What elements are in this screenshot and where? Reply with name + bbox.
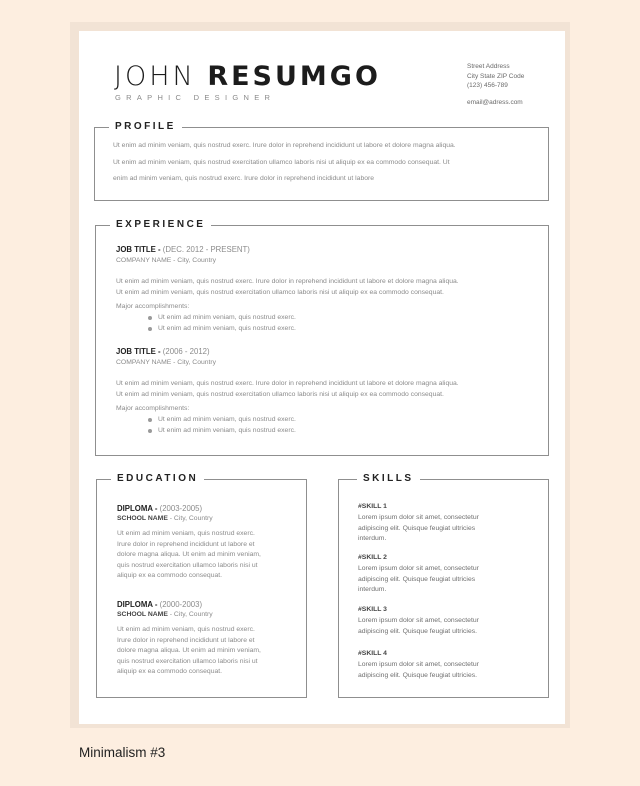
job-dates: (2006 - 2012): [162, 347, 210, 356]
diploma-dates: (2000-2003): [159, 600, 203, 609]
diploma-description-line: dolore magna aliqua. Ut enim ad minim veniam,: [117, 647, 261, 654]
skill-description-line: adipiscing elit. Quisque feugiat ultricies: [358, 575, 476, 583]
school-name: [117, 611, 213, 618]
resume-name: [114, 61, 381, 92]
job-title: [116, 347, 210, 356]
skill-description: [358, 513, 479, 545]
profile-line: enim ad minim veniam, quis nostrud exerc. Irure dolor in reprehend incididunt ut labore: [113, 175, 375, 182]
skill-description-line: Lorem ipsum dolor sit amet, consectetur: [358, 514, 479, 521]
list-item: [148, 324, 296, 335]
accomplishments-list: [148, 415, 296, 436]
diploma-description-line: Ut enim ad minim veniam, quis nostrud exerc.: [117, 626, 255, 633]
job-description-line: Ut enim ad minim veniam, quis nostrud exerc. Irure dolor in reprehend incididunt ut labore et dolore magna aliqua.: [116, 380, 459, 387]
skill-description-line: interdum.: [358, 535, 387, 542]
skill-description: [358, 616, 479, 637]
skill-name: #SKILL 3: [358, 606, 387, 613]
experience-section: [95, 219, 549, 456]
job-dates: (DEC. 2012 - PRESENT): [162, 245, 250, 254]
bullet-icon: [148, 316, 152, 320]
skill-description-line: Lorem ipsum dolor sit amet, consectetur: [358, 565, 479, 572]
job-company: COMPANY NAME - City, Country: [116, 359, 217, 366]
skill-description-line: Lorem ipsum dolor sit amet, consectetur: [358, 617, 479, 624]
accomplishments-label: Major accomplishments:: [116, 405, 190, 412]
diploma-label: DIPLOMA -: [117, 600, 160, 609]
diploma-description-line: aliquip ex ea commodo consequat.: [117, 668, 223, 675]
list-item: [148, 426, 296, 437]
bullet-icon: [148, 418, 152, 422]
school-location: - City, Country: [167, 515, 213, 522]
skill-name: #SKILL 2: [358, 554, 387, 561]
education-heading: EDUCATION: [111, 473, 204, 485]
accomplishments-list: [148, 313, 296, 334]
job-title-label: JOB TITLE -: [116, 347, 163, 356]
skill-description-line: interdum.: [358, 586, 387, 593]
diploma-description-line: Irure dolor in reprehend incididunt ut labore et: [117, 540, 255, 548]
last-name: RESUMGO: [207, 61, 381, 92]
diploma-description-line: aliquip ex ea commodo consequat.: [117, 572, 223, 579]
contact-city: City State ZIP Code: [467, 72, 525, 80]
diploma-title: [117, 600, 202, 609]
skill-description-line: adipiscing elit. Quisque feugiat ultricies.: [358, 671, 478, 679]
skill-description-line: adipiscing elit. Quisque feugiat ultricies: [358, 524, 476, 532]
list-item: [148, 313, 296, 324]
profile-line: Ut enim ad minim veniam, quis nostrud exerc. Irure dolor in reprehend incididunt ut labore et dolore magna aliqua.: [113, 142, 456, 149]
diploma-label: DIPLOMA -: [117, 504, 160, 513]
contact-block: [467, 62, 524, 107]
bullet-text: Ut enim ad minim veniam, quis nostrud exerc.: [158, 324, 296, 332]
diploma-dates: (2003-2005): [159, 504, 203, 513]
school-label: SCHOOL NAME: [117, 515, 168, 522]
skill-description-line: adipiscing elit. Quisque feugiat ultricies.: [358, 627, 478, 635]
skill-name: #SKILL 1: [358, 503, 387, 510]
job-description: [116, 379, 534, 400]
job-role: GRAPHIC DESIGNER: [115, 93, 276, 102]
skill-description-line: Lorem ipsum dolor sit amet, consectetur: [358, 661, 479, 668]
school-label: SCHOOL NAME: [117, 611, 168, 618]
skills-heading: SKILLS: [357, 473, 420, 485]
bullet-text: Ut enim ad minim veniam, quis nostrud exerc.: [158, 416, 296, 423]
diploma-description-line: dolore magna aliqua. Ut enim ad minim veniam,: [117, 551, 261, 558]
bullet-icon: [148, 327, 152, 331]
skills-section: [338, 473, 549, 698]
diploma-description: [117, 529, 297, 582]
skill-description: [358, 660, 479, 681]
education-section: [96, 473, 307, 698]
diploma-description-line: quis nostrud exercitation ullamco laboris nisi ut: [117, 657, 258, 665]
first-name: JOHN: [114, 61, 196, 92]
bullet-text: Ut enim ad minim veniam, quis nostrud exerc.: [158, 426, 296, 434]
job-description: [116, 277, 534, 298]
diploma-description: [117, 625, 297, 678]
diploma-description-line: quis nostrud exercitation ullamco laboris nisi ut: [117, 561, 258, 569]
skill-name: #SKILL 4: [358, 650, 387, 657]
job-description-line: Ut enim ad minim veniam, quis nostrud exercitation ullamco laboris nisi ut aliquip ex ea commodo consequat.: [116, 288, 444, 296]
profile-heading: PROFILE: [109, 121, 182, 133]
list-item: [148, 415, 296, 426]
accomplishments-label: Major accomplishments:: [116, 303, 190, 310]
diploma-description-line: Ut enim ad minim veniam, quis nostrud exerc.: [117, 530, 255, 537]
job-description-line: Ut enim ad minim veniam, quis nostrud exerc. Irure dolor in reprehend incididunt ut labore et dolore magna aliqua.: [116, 278, 459, 285]
school-name: [117, 515, 213, 522]
job-company: COMPANY NAME - City, Country: [116, 257, 217, 264]
bullet-icon: [148, 429, 152, 433]
contact-street: Street Address: [467, 63, 510, 70]
experience-heading: EXPERIENCE: [110, 219, 211, 231]
job-description-line: Ut enim ad minim veniam, quis nostrud exercitation ullamco laboris nisi ut aliquip ex ea commodo consequat.: [116, 390, 444, 398]
contact-email: email@adress.com: [467, 98, 523, 106]
bullet-text: Ut enim ad minim veniam, quis nostrud exerc.: [158, 314, 296, 321]
job-title: [116, 245, 250, 254]
profile-line: Ut enim ad minim veniam, quis nostrud exercitation ullamco laboris nisi ut aliquip ex ea commodo consequat. Ut: [113, 159, 450, 166]
job-title-label: JOB TITLE -: [116, 245, 163, 254]
profile-section: [94, 121, 549, 201]
contact-phone: (123) 456-789: [467, 82, 508, 89]
template-caption[interactable]: Minimalism #3: [79, 745, 166, 760]
skill-description: [358, 564, 479, 596]
resume-page: [79, 31, 565, 724]
school-location: - City, Country: [167, 611, 213, 618]
diploma-description-line: Irure dolor in reprehend incididunt ut labore et: [117, 636, 255, 644]
diploma-title: [117, 504, 202, 513]
